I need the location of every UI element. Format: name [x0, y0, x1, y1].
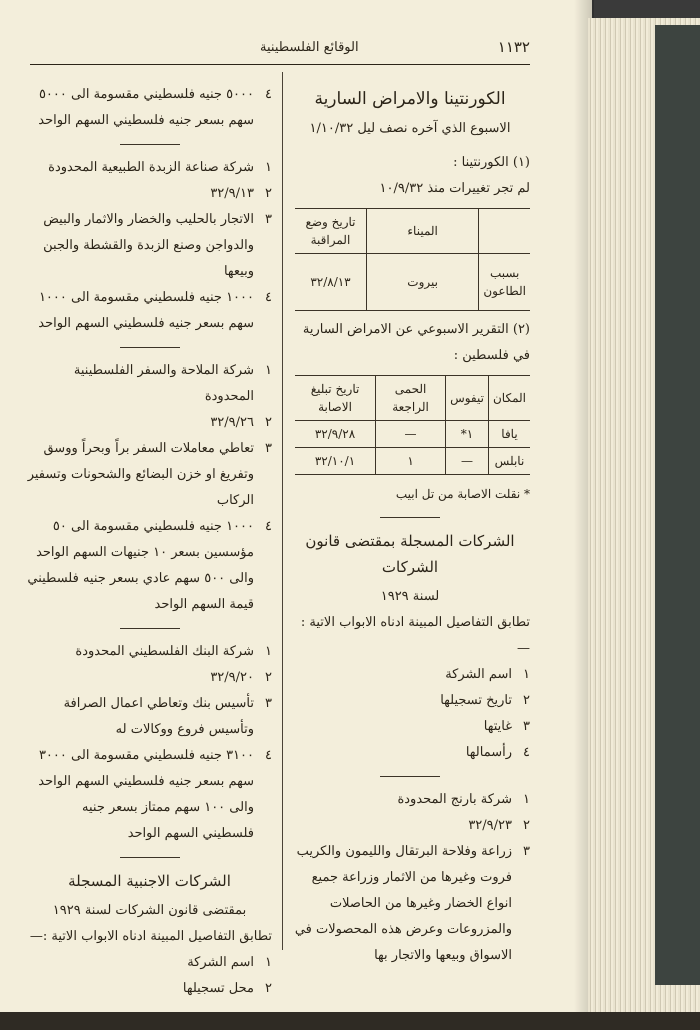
section2-title: (٢) التقرير الاسبوعي عن الامراض السارية في فلسطين :: [302, 322, 530, 363]
companies-year: لسنة ١٩٢٩: [380, 589, 440, 604]
foreign-companies-subtitle: بمقتضى قانون الشركات لسنة ١٩٢٩: [52, 903, 247, 918]
item-number: ٤: [265, 519, 272, 534]
header-rule: [30, 64, 530, 65]
item-number: ٤: [265, 748, 272, 763]
table-header: المكان: [488, 376, 530, 421]
list-item: [27, 358, 272, 410]
table-cell: ٣٢/١٠/١: [295, 448, 376, 475]
separator-rule: [380, 517, 440, 518]
item-text: شركة بارنج المحدودة: [397, 792, 512, 807]
item-text: تعاطي معاملات السفر براً وبحراً ووسق وتفريغ او خزن البضائع والشحونات وتسفير الركاب: [27, 441, 254, 508]
item-text: ٣٢/٩/٢٦: [210, 415, 254, 430]
item-number: ٣: [265, 696, 272, 711]
table-cell: ١: [376, 448, 446, 475]
company-entry: [27, 155, 272, 337]
companies-intro: تطابق التفاصيل المبينة ادناه الابواب الاتية :—: [300, 615, 530, 656]
list-item: [27, 976, 272, 1002]
list-item: [27, 514, 272, 618]
list-item: [27, 207, 272, 285]
item-text: ٥٠٠٠ جنيه فلسطيني مقسومة الى ٥٠٠٠ سهم بسعر جنيه فلسطيني السهم الواحد: [38, 87, 254, 128]
list-item: [27, 950, 272, 976]
list-item: [27, 82, 272, 134]
list-item: [290, 813, 530, 839]
item-number: ٢: [265, 670, 272, 685]
list-item: [27, 743, 272, 847]
list-item: [290, 688, 530, 714]
list-item: [290, 740, 530, 766]
item-number: ٢: [523, 693, 530, 708]
list-item: [290, 839, 530, 969]
table-cell: ٣٢/٩/٢٨: [295, 421, 376, 448]
list-item: [290, 787, 530, 813]
company-entry: [290, 787, 530, 969]
list-item: [27, 181, 272, 207]
item-number: ١: [265, 363, 272, 378]
table-cell: بيروت: [366, 254, 478, 311]
table-cell: —: [446, 448, 489, 475]
separator-rule: [120, 857, 180, 858]
item-text: تأسيس بنك وتعاطي اعمال الصرافة وتأسيس فروع ووكالات له: [63, 696, 254, 737]
item-text: ١٠٠٠ جنيه فلسطيني مقسومة الى ٥٠ مؤسسين بسعر ١٠ جنيهات السهم الواحد والى ٥٠٠ سهم عادي بسعر جنيه فلسطيني قيمة السهم الواحد: [27, 519, 254, 612]
list-item: [27, 410, 272, 436]
table-cell: نابلس: [488, 448, 530, 475]
list-item: [27, 639, 272, 665]
item-number: ٤: [265, 87, 272, 102]
week-line: الاسبوع الذي آخره نصف ليل ١/١٠/٣٢: [309, 121, 511, 136]
item-text: اسم الشركة: [187, 955, 254, 970]
item-text: ٣٢/٩/٢٣: [468, 818, 512, 833]
table-cell: —: [376, 421, 446, 448]
item-number: ٤: [265, 290, 272, 305]
item-number: ١: [265, 644, 272, 659]
foreign-companies-title: الشركات الاجنبية المسجلة: [68, 872, 231, 890]
table-header: الميناء: [366, 209, 478, 254]
table-cell: يافا: [488, 421, 530, 448]
table-header: [479, 209, 530, 254]
table-header: تاريخ وضع المراقبة: [295, 209, 366, 254]
table-row: [295, 421, 530, 448]
item-number: ١: [265, 955, 272, 970]
item-number: ٢: [523, 818, 530, 833]
item-number: ٣: [265, 441, 272, 456]
left-column: [27, 82, 272, 1002]
section1-title: (١) الكورنتينا :: [453, 155, 530, 170]
page-number: ١١٣٢: [497, 38, 530, 56]
quarantine-table: [295, 208, 530, 311]
list-item: [27, 285, 272, 337]
company-entry: [27, 639, 272, 847]
list-item: [27, 155, 272, 181]
legend-list: [290, 662, 530, 766]
table-header: تاريخ تبليغ الاصابة: [295, 376, 376, 421]
bottom-shadow: [0, 1012, 700, 1030]
item-number: ٢: [265, 981, 272, 996]
table-cell: ١*: [446, 421, 489, 448]
item-number: ٣: [265, 212, 272, 227]
table-header: الحمى الراجعة: [376, 376, 446, 421]
running-header: [30, 38, 530, 62]
table-cell: بسبب الطاعون: [479, 254, 530, 311]
gazette-title: الوقائع الفلسطينية: [260, 40, 359, 55]
table-cell: ٣٢/٨/١٣: [295, 254, 366, 311]
item-text: شركة البنك الفلسطيني المحدودة: [75, 644, 254, 659]
item-number: ١: [265, 160, 272, 175]
list-item: [290, 662, 530, 688]
list-item: [27, 436, 272, 514]
table-row: [295, 254, 530, 311]
companies-title: الشركات المسجلة بمقتضى قانون الشركات: [305, 532, 515, 576]
item-text: ٣٢/٩/١٣: [210, 186, 254, 201]
item-number: ٣: [523, 719, 530, 734]
item-text: اسم الشركة: [445, 667, 512, 682]
item-text: غايتها: [483, 719, 512, 734]
item-number: ٢: [265, 186, 272, 201]
item-text: محل تسجيلها: [182, 981, 254, 996]
company-entry: [27, 358, 272, 618]
item-text: رأسمالها: [465, 745, 512, 760]
list-item: [290, 714, 530, 740]
table-header: تيفوس: [446, 376, 489, 421]
item-number: ١: [523, 792, 530, 807]
right-column: [290, 82, 530, 969]
table-row: [295, 448, 530, 475]
item-number: ٢: [265, 415, 272, 430]
table-header-row: [295, 209, 530, 254]
separator-rule: [120, 144, 180, 145]
footnote: * نقلت الاصابة من تل ابيب: [395, 487, 530, 501]
section1-text: لم تجر تغييرات منذ ١٠/٩/٣٢: [379, 181, 530, 196]
item-text: ١٠٠٠ جنيه فلسطيني مقسومة الى ١٠٠٠ سهم بسعر جنيه فلسطيني السهم الواحد: [38, 290, 254, 331]
item-text: الاتجار بالحليب والخضار والاثمار والبيض والدواجن وصنع الزبدة والقشطة والجبن وبيعها: [43, 212, 254, 279]
foreign-companies-intro: تطابق التفاصيل المبينة ادناه الابواب الاتية :—: [29, 929, 272, 944]
table-header-row: [295, 376, 530, 421]
item-number: ٣: [523, 844, 530, 859]
list-item: [27, 665, 272, 691]
separator-rule: [120, 628, 180, 629]
list-item: [27, 691, 272, 743]
column-divider: [282, 72, 283, 950]
separator-rule: [120, 347, 180, 348]
item-text: ٣٢/٩/٢٠: [210, 670, 254, 685]
item-text: ٣١٠٠ جنيه فلسطيني مقسومة الى ٣٠٠٠ سهم بسعر جنيه فلسطيني السهم الواحد والى ١٠٠ سهم ممتاز بسعر جنيه فلسطيني السهم الواحد: [38, 748, 254, 841]
separator-rule: [380, 776, 440, 777]
item-text: تاريخ تسجيلها: [440, 693, 512, 708]
item-number: ١: [523, 667, 530, 682]
book-cover: [655, 25, 700, 985]
quarantine-title: الكورنتينا والامراض السارية: [314, 89, 506, 109]
disease-table: [295, 375, 530, 475]
item-number: ٤: [523, 745, 530, 760]
item-text: شركة الملاحة والسفر الفلسطينية المحدودة: [73, 363, 254, 404]
item-text: شركة صناعة الزبدة الطبيعية المحدودة: [48, 160, 254, 175]
item-text: زراعة وفلاحة البرتقال والليمون والكريب فروت وغيرها من الاثمار وزراعة جميع انواع الخضار وغيرها من الحاصلات والمزروعات وعرض هذه المحصولات في الاسواق وبيعها والاتجار بها: [294, 844, 512, 963]
